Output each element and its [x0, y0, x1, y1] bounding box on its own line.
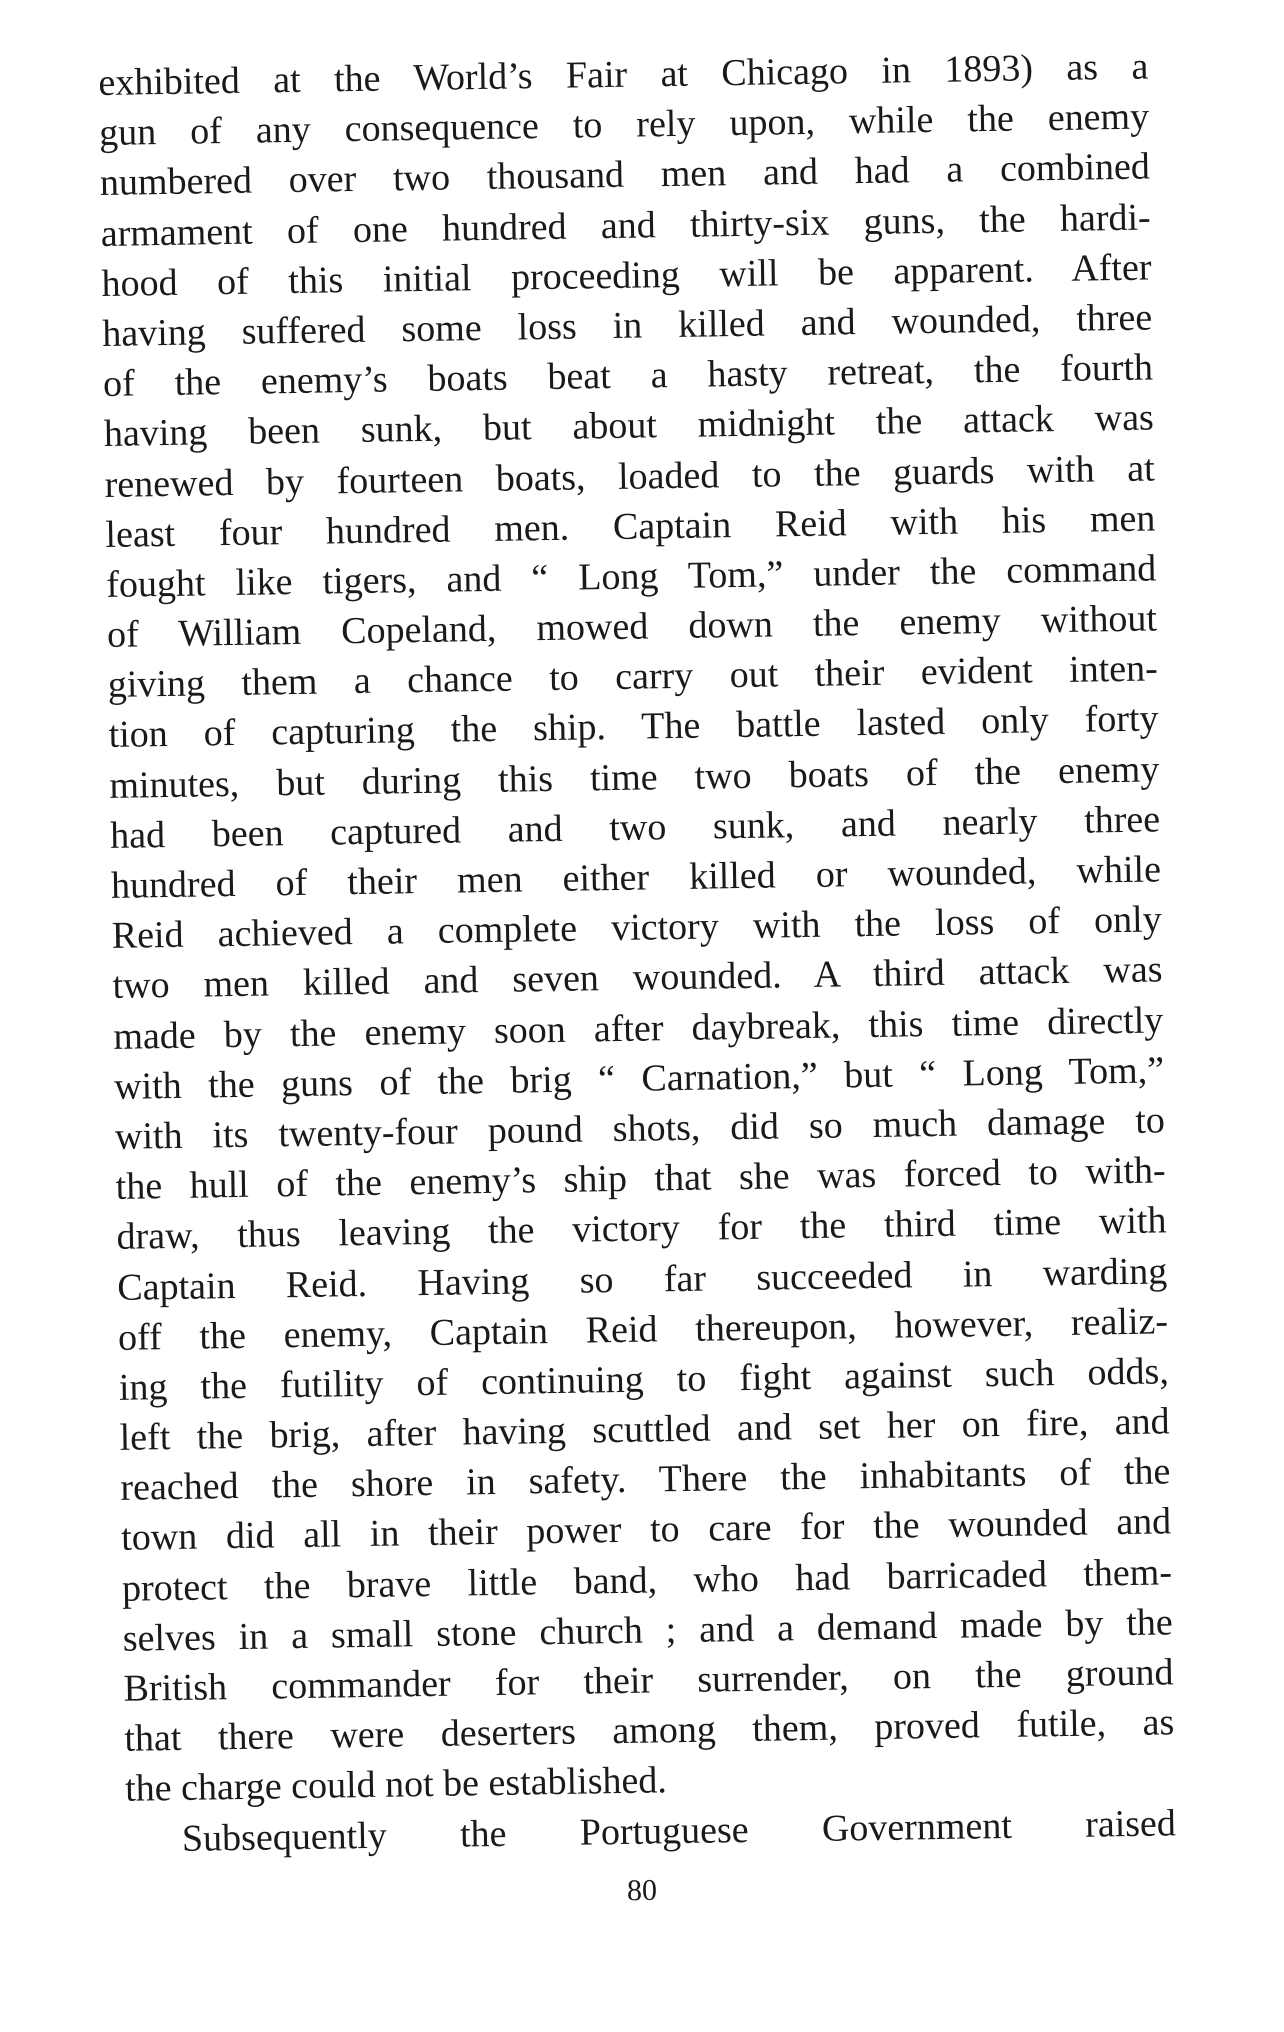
- text-line: Captain Reid. Having so far succeeded in warding: [116, 1249, 1168, 1309]
- text-line: least four hundred men. Captain Reid with his men: [105, 497, 1156, 556]
- text-line: draw, thus leaving the victory for the third time with: [116, 1199, 1167, 1259]
- text-line: Reid achieved a complete victory with the loss of only: [111, 898, 1162, 958]
- text-line: with the guns of the brig “ Carnation,” but “ Long Tom,”: [113, 1049, 1165, 1108]
- text-line: of the enemy’s boats beat a hasty retreat, the fourth: [102, 346, 1154, 406]
- text-line: selves in a small stone church ; and a demand made by the: [122, 1601, 1174, 1660]
- body-text: [98, 42, 1176, 1865]
- text-line: renewed by fourteen boats, loaded to the guards with at: [104, 446, 1155, 506]
- text-line: exhibited at the World’s Fair at Chicago in 1893) as a: [98, 45, 1149, 104]
- text-line: tion of capturing the ship. The battle lasted only forty: [108, 697, 1159, 757]
- text-line: with its twenty-four pound shots, did so much damage to: [114, 1099, 1166, 1158]
- text-line: giving them a chance to carry out their evident inten-: [107, 647, 1159, 707]
- text-line: armament of one hundred and thirty-six guns, the hardi-: [100, 196, 1151, 255]
- paragraph-end-line: the charge could not be established.: [124, 1759, 668, 1811]
- text-line: protect the brave little band, who had barricaded them-: [121, 1550, 1173, 1610]
- text-line: town did all in their power to care for the wounded and: [120, 1500, 1172, 1560]
- text-line: had been captured and two sunk, and nearly three: [109, 798, 1161, 857]
- page-number: 80: [626, 1873, 658, 1908]
- text-line: gun of any consequence to rely upon, while the enemy: [98, 95, 1150, 155]
- text-line: fought like tigers, and “ Long Tom,” under the command: [105, 547, 1157, 606]
- text-line: British commander for their surrender, on the ground: [123, 1651, 1174, 1710]
- text-line: made by the enemy soon after daybreak, this time directly: [113, 998, 1164, 1058]
- text-line: left the brig, after having scuttled and set her on fire, and: [119, 1400, 1170, 1459]
- text-line: having suffered some loss in killed and wounded, three: [102, 296, 1153, 355]
- text-line: minutes, but during this time two boats of the enemy: [109, 748, 1160, 807]
- text-line: that there were deserters among them, proved futile, as: [124, 1701, 1175, 1760]
- text-line: hood of this initial proceeding will be apparent. After: [101, 246, 1152, 305]
- text-line: hundred of their men either killed or wounded, while: [110, 848, 1162, 907]
- text-line: off the enemy, Captain Reid thereupon, however, realiz-: [117, 1300, 1169, 1359]
- text-line: ing the futility of continuing to fight against such odds,: [118, 1350, 1170, 1409]
- paragraph-start-line: Subsequently the Portuguese Government raised: [181, 1801, 1177, 1860]
- text-line: reached the shore in safety. There the inhabitants of the: [120, 1450, 1171, 1510]
- text-line: having been sunk, but about midnight the attack was: [103, 396, 1155, 456]
- text-line: of William Copeland, mowed down the enemy without: [106, 597, 1158, 656]
- text-line: numbered over two thousand men and had a combined: [99, 145, 1151, 205]
- text-line: two men killed and seven wounded. A third attack was: [112, 948, 1163, 1008]
- text-line: the hull of the enemy’s ship that she was forced to with-: [115, 1149, 1166, 1208]
